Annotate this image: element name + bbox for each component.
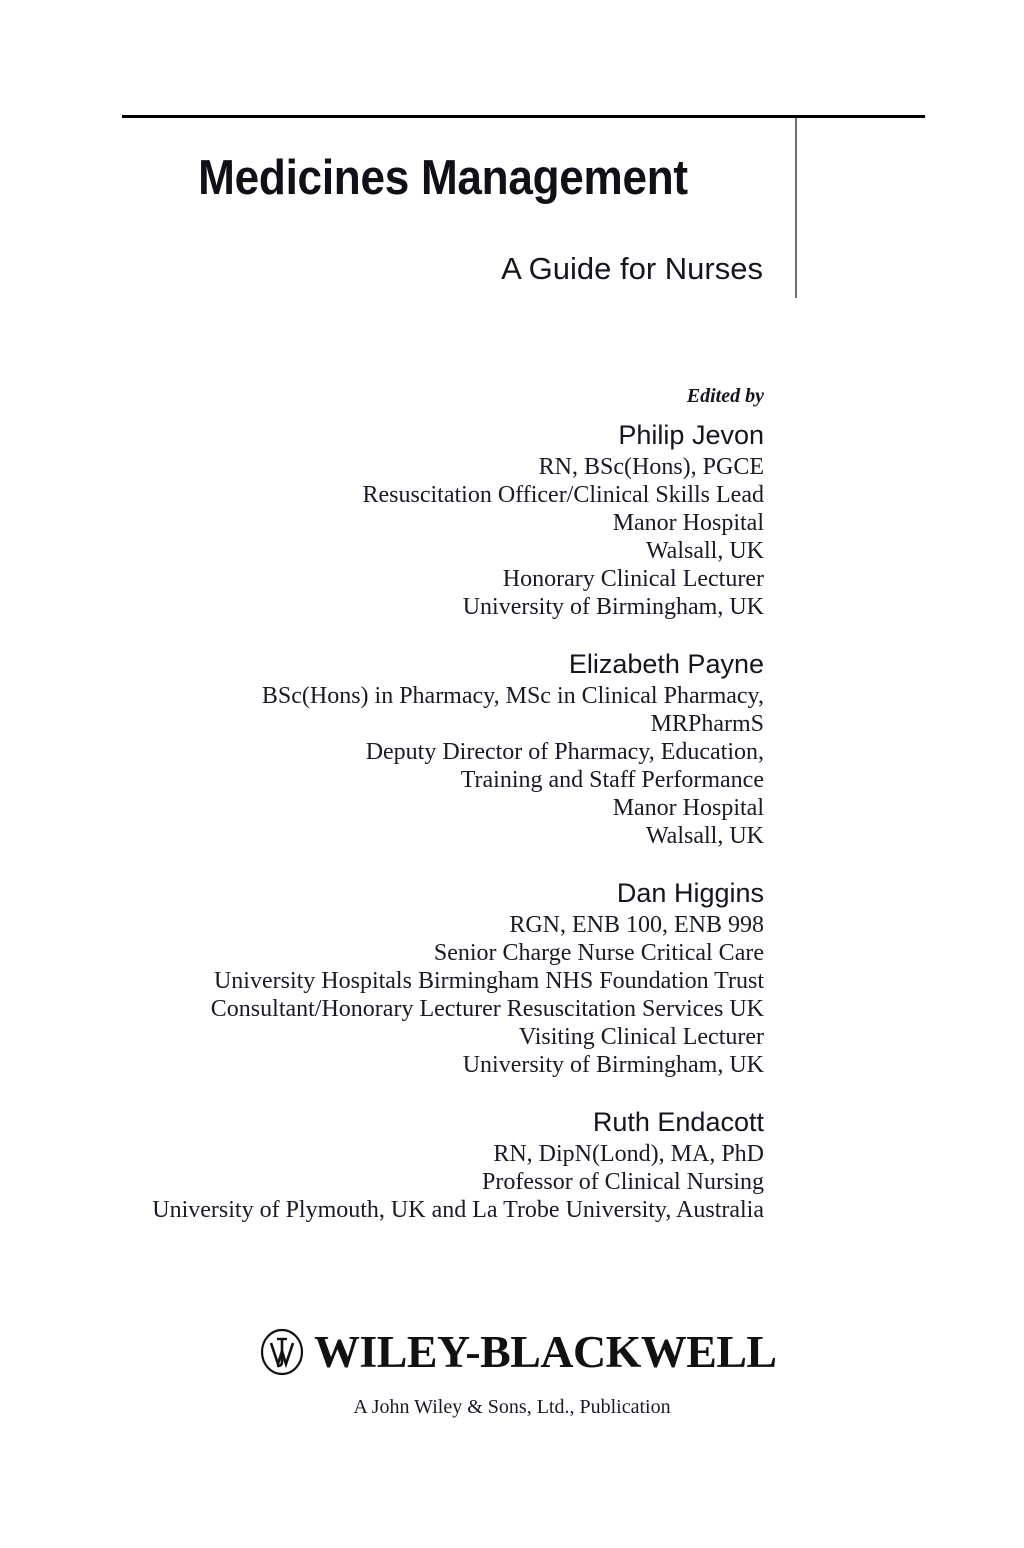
editor-credential-line: Manor Hospital xyxy=(612,510,764,536)
book-title: Medicines Management xyxy=(198,151,688,205)
editor-credential-line: Senior Charge Nurse Critical Care xyxy=(433,940,764,966)
editor-credential-line: Visiting Clinical Lecturer xyxy=(518,1024,764,1050)
editor-credential-line: Walsall, UK xyxy=(645,823,764,849)
edited-by-label: Edited by xyxy=(686,385,764,407)
editor-credential-line: Resuscitation Officer/Clinical Skills Lead xyxy=(362,482,764,508)
title-vertical-rule xyxy=(795,118,797,298)
publisher-tagline: A John Wiley & Sons, Ltd., Publication xyxy=(353,1396,671,1418)
editor-credential-line: University of Birmingham, UK xyxy=(462,1052,764,1078)
editor-credential-line: Walsall, UK xyxy=(645,538,764,564)
editor-credential-line: University of Birmingham, UK xyxy=(462,594,764,620)
editor-credential-line: MRPharmS xyxy=(650,711,764,737)
editor-name: Elizabeth Payne xyxy=(568,649,764,679)
editor-entry xyxy=(60,876,764,1079)
editor-credential-line: Consultant/Honorary Lecturer Resuscitation Services UK xyxy=(210,996,764,1022)
editor-credential-line: University of Plymouth, UK and La Trobe University, Australia xyxy=(152,1197,764,1223)
publisher-logo xyxy=(0,1326,1024,1378)
editor-credential-line: RN, DipN(Lond), MA, PhD xyxy=(493,1141,764,1167)
publisher-section xyxy=(0,1326,1024,1420)
wiley-jw-monogram-icon xyxy=(256,1326,308,1378)
editor-credential-line: Training and Staff Performance xyxy=(460,767,764,793)
editor-credential-line: Honorary Clinical Lecturer xyxy=(502,566,764,592)
editors-section xyxy=(60,384,764,1224)
editor-credential-line: Manor Hospital xyxy=(612,795,764,821)
editor-credential-line: RN, BSc(Hons), PGCE xyxy=(538,454,764,480)
title-top-rule xyxy=(122,115,925,118)
editor-entry xyxy=(60,647,764,850)
editor-credential-line: BSc(Hons) in Pharmacy, MSc in Clinical Pharmacy, xyxy=(261,683,764,709)
editor-entry xyxy=(60,1105,764,1224)
publisher-wordmark: WILEY-BLACKWELL xyxy=(314,1327,777,1377)
editor-entry xyxy=(60,418,764,621)
title-block xyxy=(122,150,764,288)
editor-credential-line: Deputy Director of Pharmacy, Education, xyxy=(365,739,764,765)
editor-name: Philip Jevon xyxy=(618,420,764,450)
editor-credential-line: Professor of Clinical Nursing xyxy=(482,1169,764,1195)
editor-credential-line: RGN, ENB 100, ENB 998 xyxy=(509,912,764,938)
editor-name: Ruth Endacott xyxy=(592,1107,764,1137)
editor-name: Dan Higgins xyxy=(616,878,764,908)
book-subtitle: A Guide for Nurses xyxy=(501,251,763,286)
editor-credential-line: University Hospitals Birmingham NHS Foundation Trust xyxy=(213,968,764,994)
